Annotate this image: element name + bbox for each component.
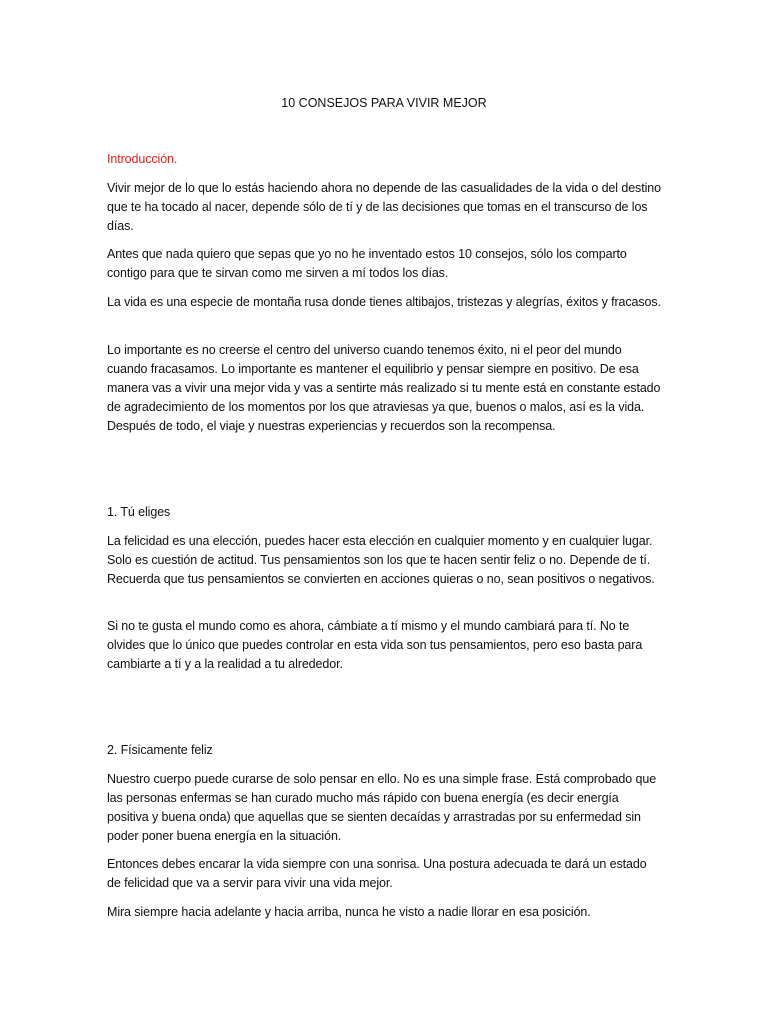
section-2-paragraph-1: Nuestro cuerpo puede curarse de solo pensar en ello. No es una simple frase. Está comprobado que las personas enfermas se han curado mucho más rápido con buena energía (es decir energía positiva y buena onda) que aquellas que se sienten decaídas y arrastradas por su enfermedad sin poder poner buena energía en la situación. [107, 772, 657, 843]
intro-heading: Introducción. [107, 152, 178, 166]
section-heading-1: 1. Tú eliges [107, 505, 171, 519]
section-2-paragraph-2: Entonces debes encarar la vida siempre con una sonrisa. Una postura adecuada te dará un estado de felicidad que va a servir para vivir una vida mejor. [107, 857, 647, 890]
intro-paragraph-1: Vivir mejor de lo que lo estás haciendo ahora no depende de las casualidades de la vida o del destino que te ha tocado al nacer, depende sólo de tí y de las decisiones que tomas en el transcurso de los días. [107, 181, 661, 233]
section-1-paragraph-2: Si no te gusta el mundo como es ahora, cámbiate a tí mismo y el mundo cambiará para tí. No te olvides que lo único que puedes controlar en esta vida son tus pensamientos, pero eso basta para cambiarte a tí y a la realidad a tu alrededor. [107, 619, 643, 671]
intro-paragraph-2: Antes que nada quiero que sepas que yo no he inventado estos 10 consejos, sólo los comparto contigo para que te sirvan como me sirven a mí todos los días. [107, 247, 627, 280]
section-2-paragraph-3: Mira siempre hacia adelante y hacia arriba, nunca he visto a nadie llorar en esa posición. [107, 905, 591, 919]
document-title: 10 CONSEJOS PARA VIVIR MEJOR [281, 96, 487, 110]
section-1-paragraph-1: La felicidad es una elección, puedes hacer esta elección en cualquier momento y en cualquier lugar. Solo es cuestión de actitud. Tus pensamientos son los que te hacen sentir feliz o no. Depende de tí. Recuerda que tus pensamientos se convierten en acciones quieras o no, sean positivos o negativos. [107, 534, 655, 586]
intro-paragraph-4: Lo importante es no creerse el centro del universo cuando tenemos éxito, ni el peor del mundo cuando fracasamos. Lo importante es mantener el equilibrio y pensar siempre en positivo. De esa manera vas a vivir una mejor vida y vas a sentirte más realizado si tu mente está en constante estado de agradecimiento de los momentos por los que atraviesas ya que, buenos o malos, así es la vida. Después de todo, el viaje y nuestras experiencias y recuerdos son la recompensa. [107, 343, 661, 433]
intro-paragraph-3: La vida es una especie de montaña rusa donde tienes altibajos, tristezas y alegrías, éxitos y fracasos. [107, 295, 661, 309]
section-heading-2: 2. Físicamente feliz [107, 743, 213, 757]
